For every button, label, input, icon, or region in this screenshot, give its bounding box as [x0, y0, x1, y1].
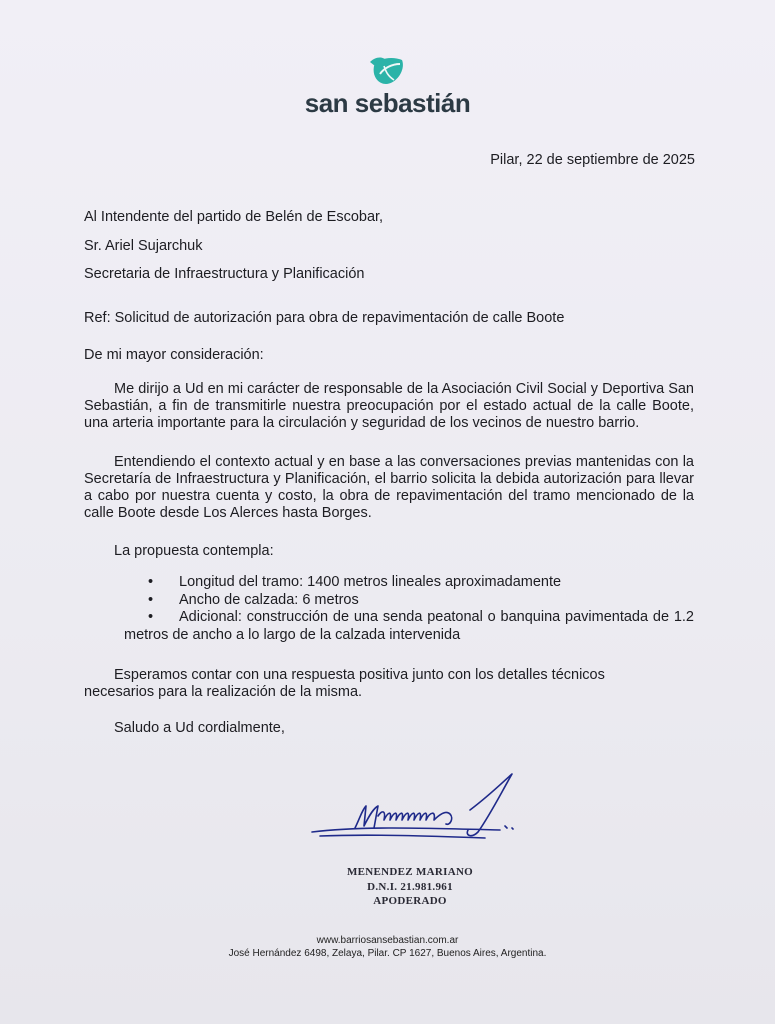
list-item: [124, 592, 694, 610]
recipient-line-1: Al Intendente del partido de Belén de Escobar,: [84, 209, 384, 225]
paragraph-1: Me dirijo a Ud en mi carácter de responsable de la Asociación Civil Social y Deportiva San Sebastián, a fin de transmitirle nuestra preocupación por el estado actual de la calle Boote, una arteria importante para la circulación y seguridad de los vecinos de nuestro barrio.: [84, 381, 694, 431]
list-item: [124, 609, 694, 644]
brand-name: san sebastián: [304, 88, 471, 118]
list-item-text: Ancho de calzada: 6 metros: [179, 591, 359, 608]
footer-address: José Hernández 6498, Zelaya, Pilar. CP 1627, Buenos Aires, Argentina.: [228, 948, 547, 959]
farewell: Saludo a Ud cordialmente,: [114, 720, 285, 736]
proposal-intro: La propuesta contempla:: [114, 543, 274, 559]
list-item-continuation: metros de ancho a lo largo de la calzada intervenida: [124, 626, 461, 643]
handwritten-signature: [300, 770, 530, 850]
recipient-line-3: Secretaria de Infraestructura y Planificación: [84, 266, 365, 282]
signer-name: MENENDEZ MARIANO: [346, 866, 474, 878]
paragraph-2: Entendiendo el contexto actual y en base a las conversaciones previas mantenidas con la Secretaría de Infraestructura y Planificación, el barrio solicita la debida autorización para llevar a cabo por nuestra cuenta y costo, la obra de repavimentación del tramo mencionado de la calle Boote desde Los Alerces hasta Borges.: [84, 454, 694, 521]
signer-dni: D.N.I. 21.981.961: [367, 881, 453, 893]
bullet-dot-icon: •: [148, 609, 154, 625]
recipient-line-2: Sr. Ariel Sujarchuk: [84, 238, 203, 254]
footer-website: www.barriosansebastian.com.ar: [316, 935, 459, 946]
reference-line: Ref: Solicitud de autorización para obra de repavimentación de calle Boote: [84, 310, 565, 326]
closing-paragraph: Esperamos contar con una respuesta positiva junto con los detalles técnicos necesarios para la realización de la misma.: [84, 667, 605, 700]
signer-role: APODERADO: [373, 895, 447, 907]
letter-date: Pilar, 22 de septiembre de 2025: [490, 152, 695, 168]
bullet-dot-icon: •: [148, 591, 154, 608]
list-item-text: Adicional: construcción de una senda peatonal o banquina pavimentada de 1.2: [179, 609, 694, 625]
bullet-dot-icon: •: [148, 574, 154, 590]
list-item: [124, 574, 694, 592]
list-item-text: Longitud del tramo: 1400 metros lineales aproximadamente: [179, 574, 562, 590]
proposal-list: [124, 574, 694, 644]
salutation: De mi mayor consideración:: [84, 347, 264, 363]
logo-icon: [366, 52, 408, 88]
